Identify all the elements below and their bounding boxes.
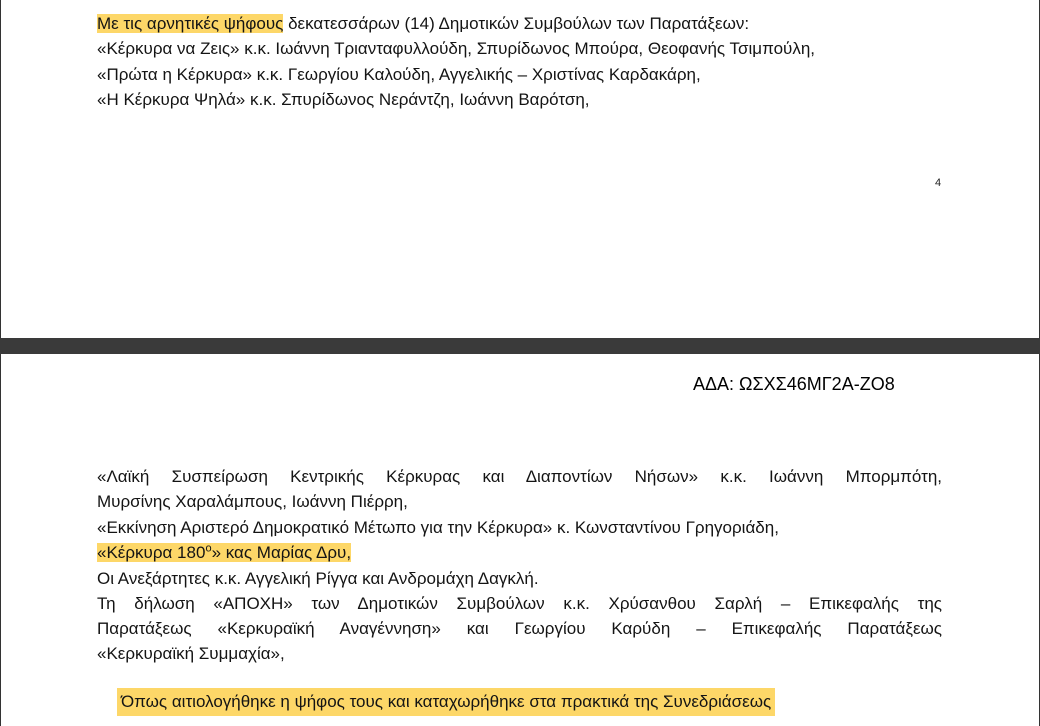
page-separator <box>0 338 1040 354</box>
party-line-names-continued: Μυρσίνης Χαραλάμπους, Ιωάννη Πιέρρη, <box>97 492 408 511</box>
party-line-prota-i-kerkyra: «Πρώτα η Κέρκυρα» κ.κ. Γεωργίου Καλούδη, Αγγελικής – Χριστίνας Καρδακάρη, <box>97 65 701 84</box>
ada-code: ΑΔΑ: ΩΣΧΣ46ΜΓ2Α-ΖΟ8 <box>693 374 895 394</box>
abstention-line-1: Τη δήλωση «ΑΠΟΧΗ» των Δημοτικών Συμβούλων κ.κ. Χρύσανθου Σαρλή – Επικεφαλής της <box>97 594 942 613</box>
party-line-kerkyra-180 <box>97 541 351 565</box>
highlighted-phrase: Με τις αρνητικές ψήφους <box>97 14 284 33</box>
highlighted-party-name: «Κέρκυρα $180^o$» κας Μαρίας Δρυ, <box>97 542 352 562</box>
vote-against-intro <box>97 12 749 36</box>
document-page-bottom <box>0 354 1040 726</box>
highlighted-footer-note: Όπως αιτιολογήθηκε η ψήφος τους και καταχωρήθηκε στα πρακτικά της Συνεδριάσεως <box>117 688 775 716</box>
intro-text: δεκατεσσάρων (14) Δημοτικών Συμβούλων των Παρατάξεων: <box>283 14 750 33</box>
abstention-line-2: Παρατάξεως «Κερκυραϊκή Αναγέννηση» και Γεωργίου Καρύδη – Επικεφαλής Παρατάξεως <box>97 619 942 638</box>
party-line-ekkinisi: «Εκκίνηση Αριστερό Δημοκρατικό Μέτωπο για την Κέρκυρα» κ. Κωνσταντίνου Γρηγοριάδη, <box>97 518 779 537</box>
document-page-top <box>0 0 1040 338</box>
page-number: 4 <box>935 177 942 189</box>
party-line-laiki-syspeirosi: «Λαϊκή Συσπείρωση Κεντρικής Κέρκυρας και Διαποντίων Νήσων» κ.κ. Ιωάννη Μπορμπότη, <box>97 467 942 486</box>
party-line-i-kerkyra-psila: «Η Κέρκυρα Ψηλά» κ.κ. Σπυρίδωνος Νεράντζη, Ιωάννη Βαρότση, <box>97 90 590 109</box>
independents-line: Οι Ανεξάρτητες κ.κ. Αγγελική Ρίγγα και Ανδρομάχη Δαγκλή. <box>97 569 539 588</box>
abstention-line-3: «Κερκυραϊκή Συμμαχία», <box>97 644 285 663</box>
party-line-kerkyra-na-zeis: «Κέρκυρα να Ζεις» κ.κ. Ιωάννη Τριανταφυλλούδη, Σπυρίδωνος Μπούρα, Θεοφανής Τσιμπούλη, <box>97 39 816 58</box>
